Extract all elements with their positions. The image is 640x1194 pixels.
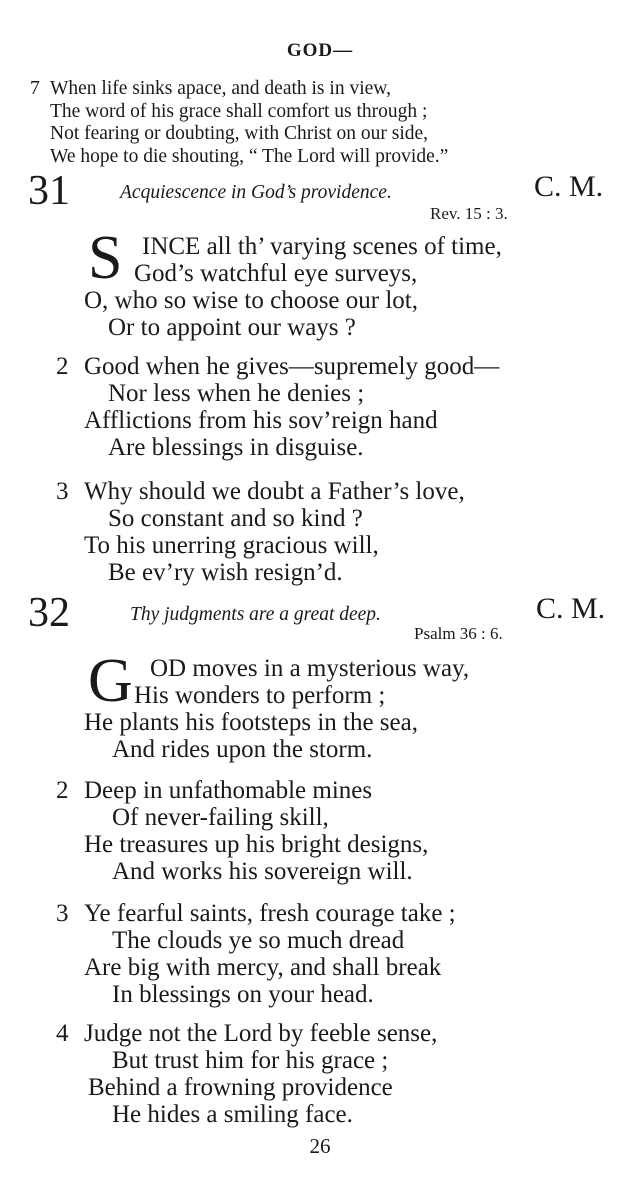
hymn-31-stanza-1 [56, 233, 502, 341]
stanza-line: He hides a smiling face. [112, 1101, 353, 1128]
stanza-line: Are big with mercy, and shall break [84, 954, 442, 981]
hymn-reference: Psalm 36 : 6. [414, 624, 503, 643]
hymn-32-stanza-3 [56, 900, 456, 1008]
stanza-line: The clouds ye so much dread [112, 927, 405, 954]
stanza-line: OD moves in a mysterious way, [150, 655, 470, 682]
stanza-line: Or to appoint our ways ? [108, 314, 356, 341]
verse-line: The word of his grace shall comfort us through ; [50, 100, 428, 122]
stanza-line: His wonders to perform ; [134, 682, 386, 709]
verse-line: We hope to die shouting, “ The Lord will provide.” [50, 145, 449, 167]
stanza-line: In blessings on your head. [112, 981, 374, 1008]
stanza-line: So constant and so kind ? [108, 505, 363, 532]
stanza-line: Deep in unfathomable mines [84, 777, 373, 804]
hymn-32-stanza-1 [56, 647, 470, 763]
hymn-meter: C. M. [534, 170, 604, 203]
stanza-number: 3 [56, 478, 69, 505]
stanza-line: Good when he gives—supremely good— [84, 353, 500, 380]
drop-cap: G [88, 647, 133, 715]
stanza-line: Are blessings in disguise. [108, 434, 364, 461]
stanza-number: 3 [56, 900, 69, 927]
hymn-reference: Rev. 15 : 3. [430, 204, 508, 223]
stanza-line: And rides upon the storm. [112, 736, 373, 763]
stanza-line: And works his sovereign will. [112, 858, 413, 885]
hymn-32-stanza-2 [56, 777, 428, 885]
verse-line: When life sinks apace, and death is in view, [50, 78, 391, 99]
stanza-line: Behind a frowning providence [88, 1074, 393, 1101]
stanza-line: God’s watchful eye surveys, [134, 260, 418, 287]
stanza-line: Of never-failing skill, [112, 804, 329, 831]
hymn-title: Thy judgments are a great deep. [130, 604, 381, 625]
stanza-line: Judge not the Lord by feeble sense, [84, 1020, 438, 1047]
stanza-number: 4 [56, 1020, 69, 1047]
stanza-line: INCE all th’ varying scenes of time, [142, 233, 502, 260]
stanza-line: Ye fearful saints, fresh courage take ; [84, 900, 456, 927]
stanza-line: To his unerring gracious will, [84, 532, 379, 559]
hymn-31-stanza-3 [56, 478, 465, 586]
stanza-line: He plants his footsteps in the sea, [84, 709, 418, 736]
hymn-title: Acquiescence in God’s providence. [120, 182, 392, 203]
stanza-number: 2 [56, 777, 69, 804]
stanza-line: He treasures up his bright designs, [84, 831, 429, 858]
drop-cap: S [88, 224, 123, 292]
page-number: 26 [309, 1134, 331, 1158]
verse-line: Not fearing or doubting, with Christ on our side, [50, 123, 429, 144]
page-header: GOD— [286, 40, 354, 61]
stanza-line: But trust him for his grace ; [112, 1047, 389, 1074]
hymn-32-stanza-4 [56, 1020, 437, 1128]
hymn-number: 32 [28, 590, 70, 636]
verse-number: 7 [30, 78, 40, 99]
stanza-line: Afflictions from his sov’reign hand [84, 407, 438, 434]
hymn-meter: C. M. [536, 592, 606, 625]
hymn-number: 31 [28, 168, 70, 214]
stanza-line: Why should we doubt a Father’s love, [84, 478, 465, 505]
stanza-line: Nor less when he denies ; [108, 380, 365, 407]
verse-7 [30, 78, 448, 168]
stanza-number: 2 [56, 353, 69, 380]
stanza-line: Be ev’ry wish resign’d. [108, 559, 343, 586]
stanza-line: O, who so wise to choose our lot, [84, 287, 418, 314]
hymn-31-stanza-2 [56, 353, 499, 461]
